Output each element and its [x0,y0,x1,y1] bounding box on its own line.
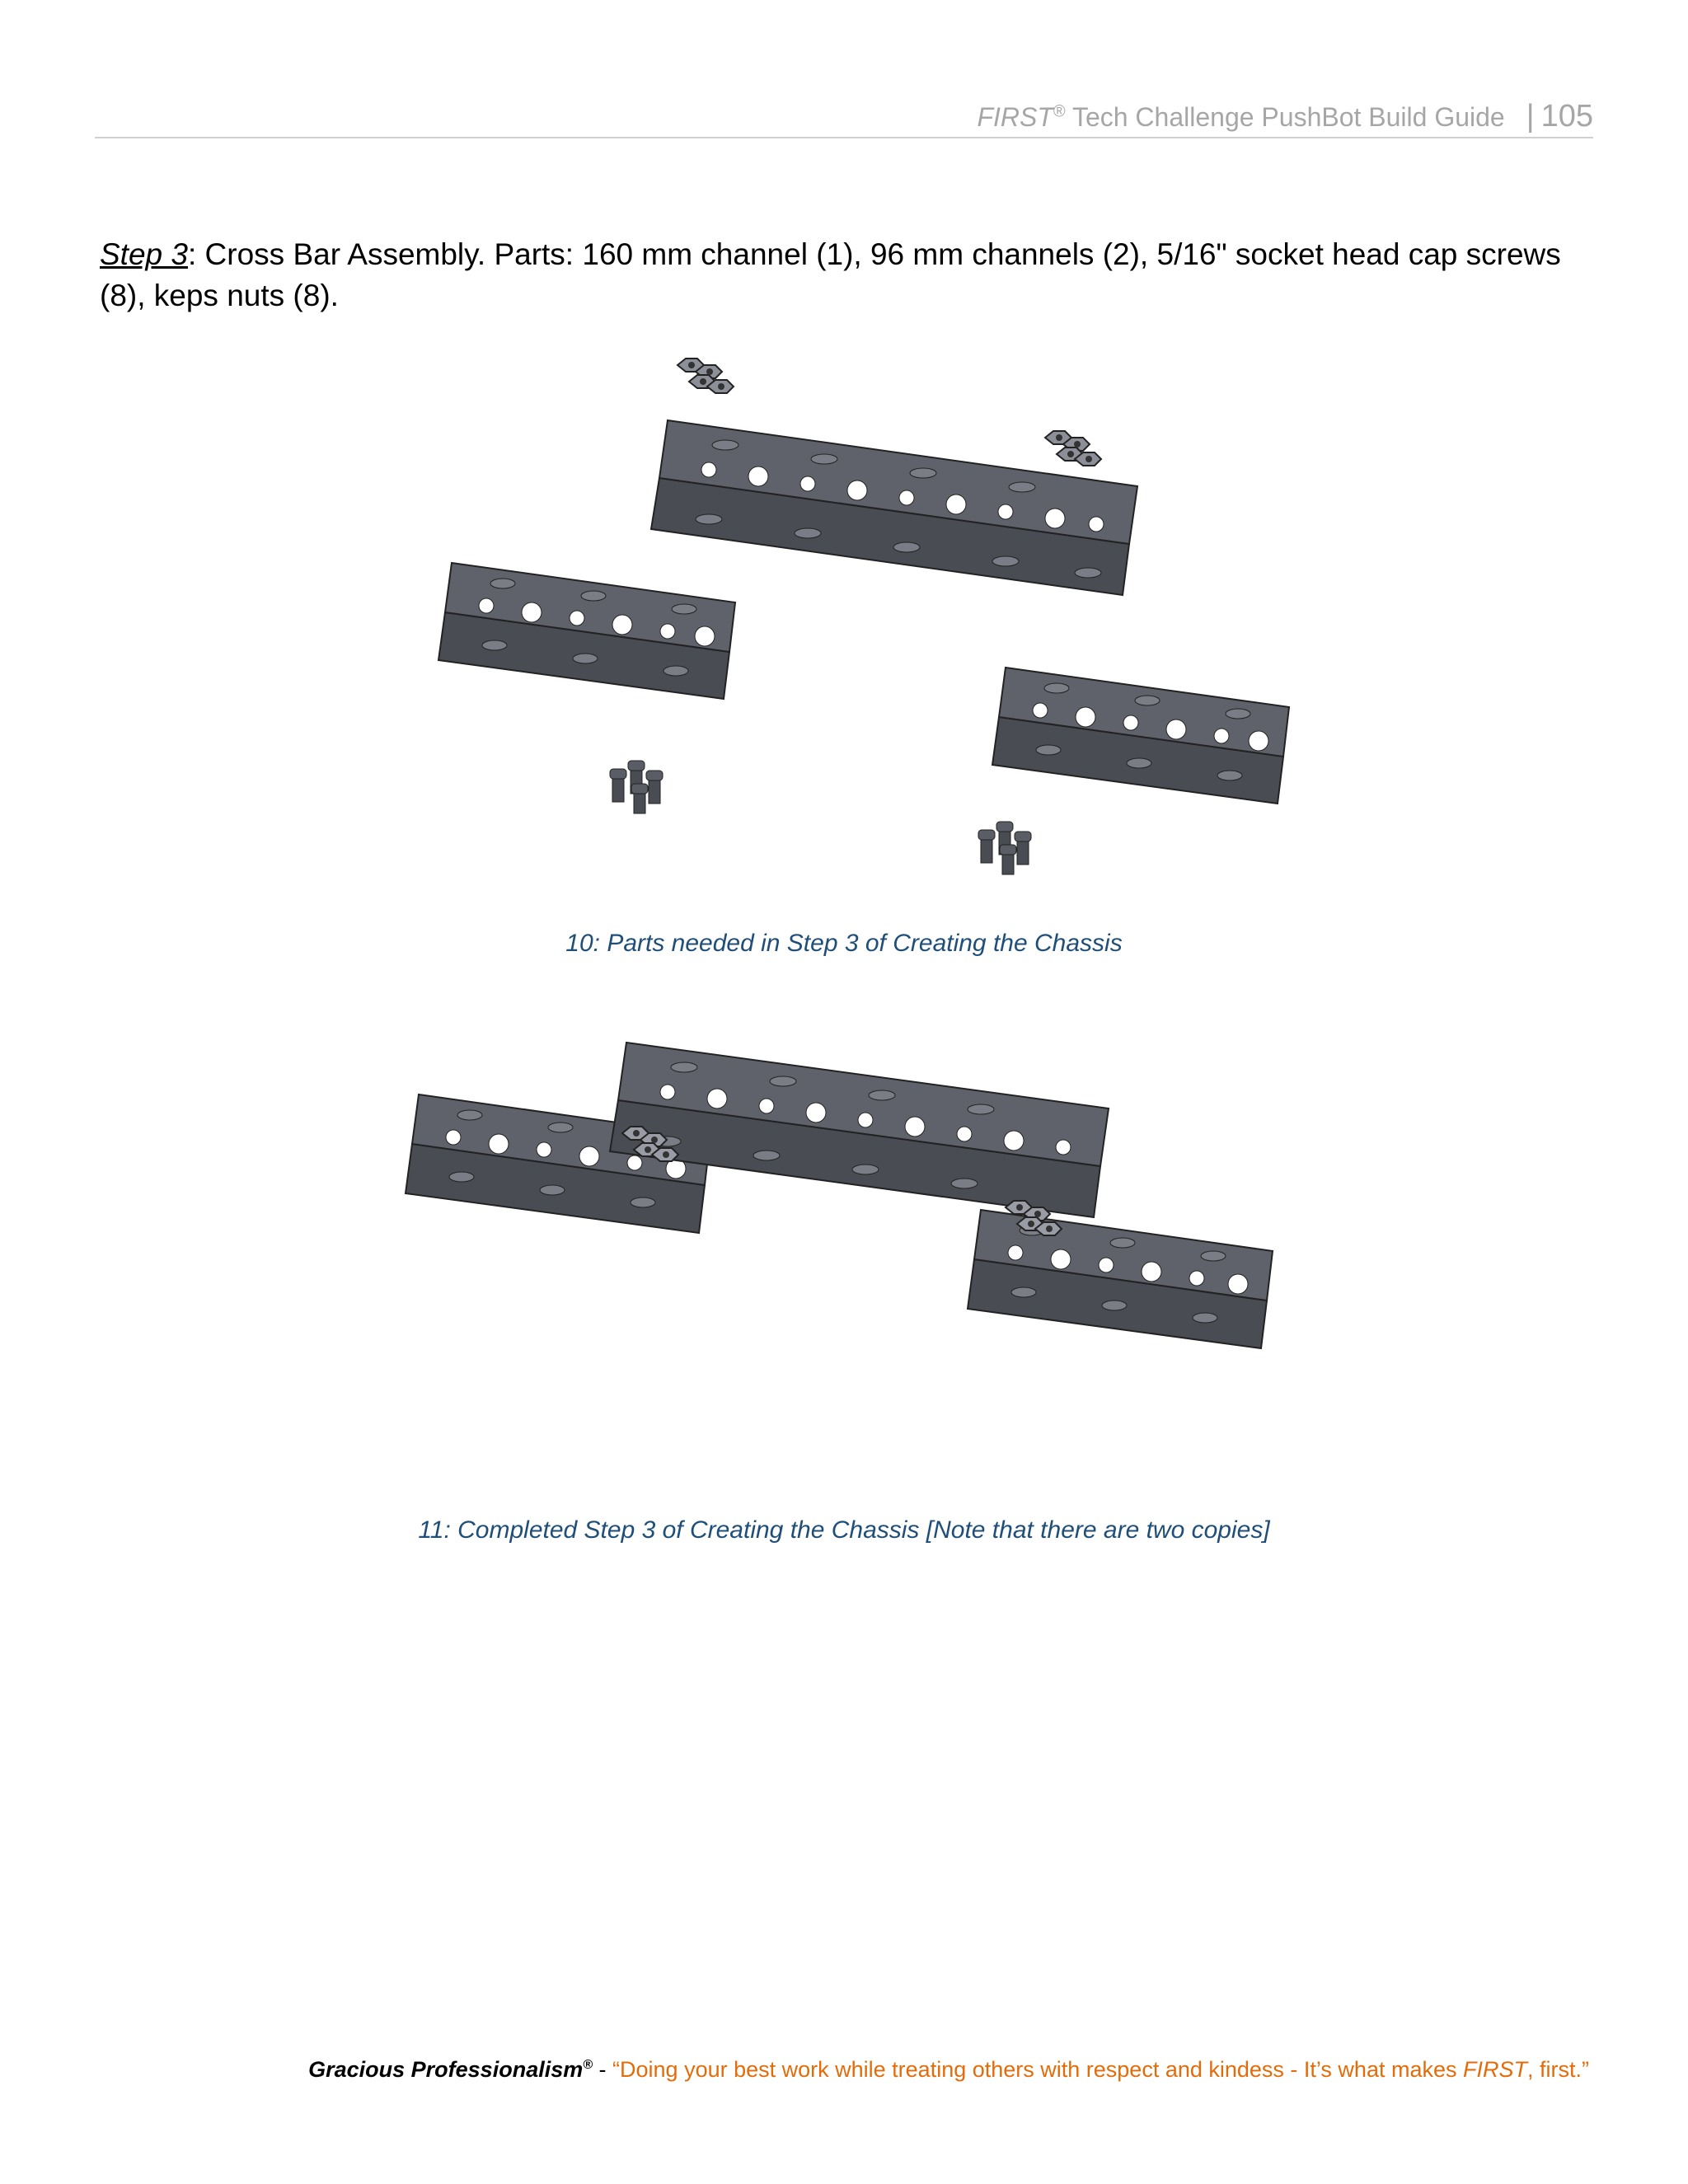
figure-caption-10: 10: Parts needed in Step 3 of Creating the Chassis [565,930,1123,957]
step-label: Step 3 [100,237,188,271]
cap-screws-right [978,822,1031,874]
figure-caption-11: 11: Completed Step 3 of Creating the Chassis [Note that there are two copies] [418,1516,1270,1544]
assembled-channel-96mm-right [968,1210,1273,1348]
channel-96mm-right [992,668,1289,804]
parts-illustration [412,350,1302,894]
header-reg: ® [1053,102,1066,121]
keps-nuts-top-right [1045,431,1101,466]
keps-nuts-top-left [678,359,734,393]
footer-quote-end: , first.” [1527,2057,1589,2082]
step-instructions [100,234,1583,316]
figure-completed-assembly [387,1030,1311,1409]
channel-96mm-left [438,563,735,699]
footer-gp: Gracious Professionalism [308,2057,584,2082]
figure-parts-needed [412,350,1302,894]
header-title [977,99,1593,134]
footer-reg: ® [583,2058,593,2072]
header-first: FIRST [977,102,1053,132]
footer-quote-first: FIRST [1463,2057,1527,2082]
header-guide-title: Tech Challenge PushBot Build Guide [1065,102,1505,132]
header-divider: | [1526,99,1535,134]
footer-quote-start: “Doing your best work while treating others with respect and kindess - It’s what makes [612,2057,1463,2082]
page-footer [308,2057,1589,2083]
channel-160mm [651,420,1137,595]
assembly-illustration [387,1030,1311,1409]
page-header [95,97,1593,138]
cap-screws-left [610,761,663,813]
footer-dash: - [593,2057,613,2082]
page-number: 105 [1540,99,1593,134]
step-text: : Cross Bar Assembly. Parts: 160 mm channel (1), 96 mm channels (2), 5/16" socket head cap screws (8), keps nuts (8). [100,237,1561,312]
